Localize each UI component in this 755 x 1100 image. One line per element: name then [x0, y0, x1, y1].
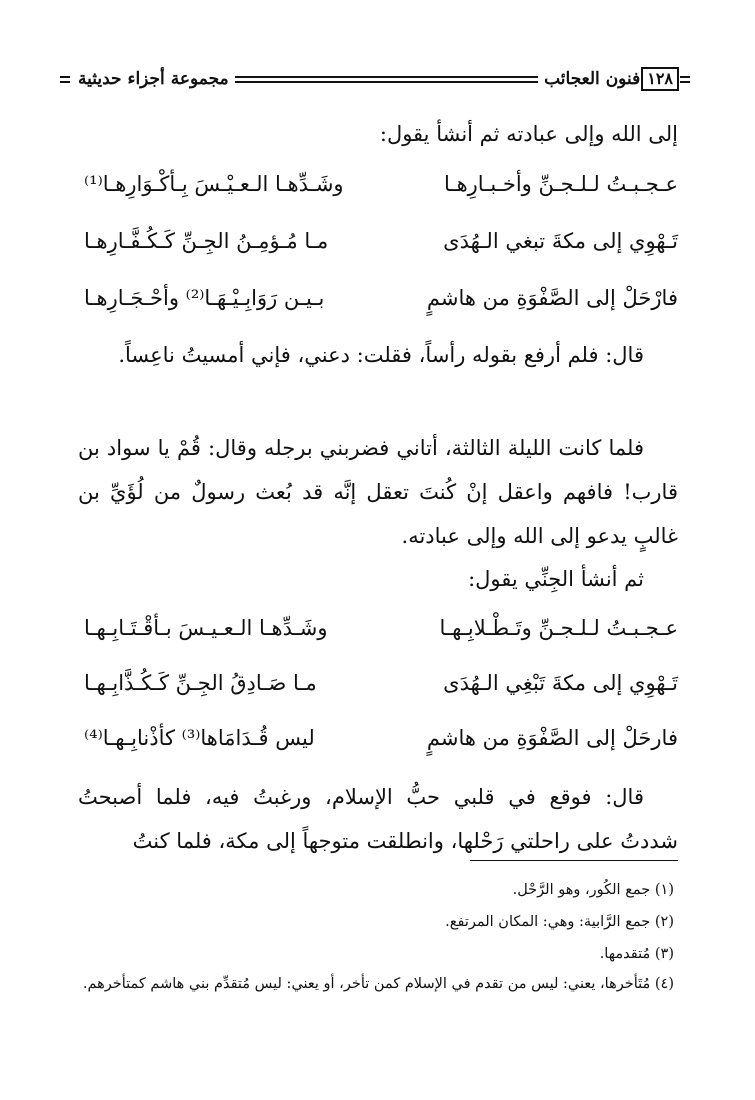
hemistich-first: عـجـبـتُ لـلـجـنِّ وتَـطْـلابِـهـا: [439, 616, 678, 640]
hemistich-second: وشَـدِّهـا الـعـيـسَ بـأقْـتَـابِـهـا: [84, 616, 328, 640]
poem1-verse-2: [84, 219, 678, 263]
hemistich-first: عـجـبـتُ لـلـجـنِّ وأخـبـارِهـا: [444, 172, 678, 196]
paragraph-2: فلما كانت الليلة الثالثة، أتاني فضربني برجله وقال: قُمْ يا سواد بن قارب! فافهم واعقل إنْ كُنتَ تعقل إنَّه قد بُعث رسولٌ من لُؤَيِّ بن غالبٍ يدعو إلى الله وإلى عبادته.: [78, 436, 678, 548]
footnote-separator: [470, 860, 678, 861]
hemistich-first: تَـهْوِي إلى مكةَ تَبْغِي الـهُدَى: [443, 671, 678, 695]
hemistich-first: فارْحَلْ إلى الصَّفْوَةِ من هاشمٍ: [426, 286, 678, 310]
intro-line: إلى الله وإلى عبادته ثم أنشأ يقول:: [379, 122, 678, 146]
paragraph-4: قال: فوقع في قلبي حبُّ الإسلام، ورغبتُ فيه، فلما أصبحتُ شددتُ على راحلتي رَحْلها، وانطلقت متوجهاً إلى مكة، فلما كنتُ: [78, 785, 678, 853]
hemistich-first: فارحَلْ إلى الصَّفْوَةِ من هاشمٍ: [426, 726, 678, 750]
series-title: مجموعة أجزاء حديثية: [78, 68, 229, 89]
header-dash-right: [680, 76, 690, 83]
hemistich-second: مـا صَـادِقُ الجِـنِّ كَـكُـذَّابِـهـا: [84, 671, 317, 695]
book-title: فنون العجائب: [544, 68, 641, 89]
footnotes: [70, 874, 674, 995]
poem2-verse-3: [84, 716, 678, 760]
page-number: ١٢٨: [641, 67, 679, 91]
poem1-verse-3: [84, 276, 678, 320]
poem2-verse-2: [84, 661, 678, 705]
header-rule: [235, 76, 538, 83]
hemistich-second: مـا مُـؤمِـنُ الجِـنِّ كَـكُـفَّـارِهـا: [84, 229, 329, 253]
hemistich-second: وشَـدِّهـا الـعـيْـسَ بِـأكْـوَارِهـا⁽¹⁾: [84, 172, 344, 196]
footnote-3: (٣) مُتقدمها.: [599, 946, 674, 962]
footnote-1: (١) جمع الكُور، وهو الرَّحْل.: [512, 882, 674, 898]
paragraph-1: قال: فلم أرفع بقوله رأساً، فقلت: دعني، فإني أمسيتُ ناعِساً.: [118, 343, 644, 367]
hemistich-first: تَـهْوِي إلى مكةَ تبغي الـهُدَى: [443, 229, 678, 253]
running-header: [60, 62, 690, 96]
footnote-2: (٢) جمع الرَّابية: وهي: المكان المرتفع.: [445, 914, 674, 930]
poem2-verse-1: [84, 606, 678, 650]
paragraph-3: ثم أنشأ الجِنِّي يقول:: [468, 567, 644, 591]
header-dash-left: [60, 76, 70, 83]
hemistich-second: بـيـن رَوَابِـيْـهَـا⁽²⁾ وأحْـجَـارِهـا: [84, 286, 325, 310]
poem1-verse-1: [84, 162, 678, 206]
hemistich-second: ليس قُـدَامَاها⁽³⁾ كأذْنابِـهـا⁽⁴⁾: [84, 726, 315, 750]
footnote-4: (٤) مُتَأخرها، يعني: ليس من تقدم في الإسلام كمن تأخر، أو يعني: ليس مُتقدِّم بني هاشم كمتأخرهم.: [82, 976, 674, 992]
